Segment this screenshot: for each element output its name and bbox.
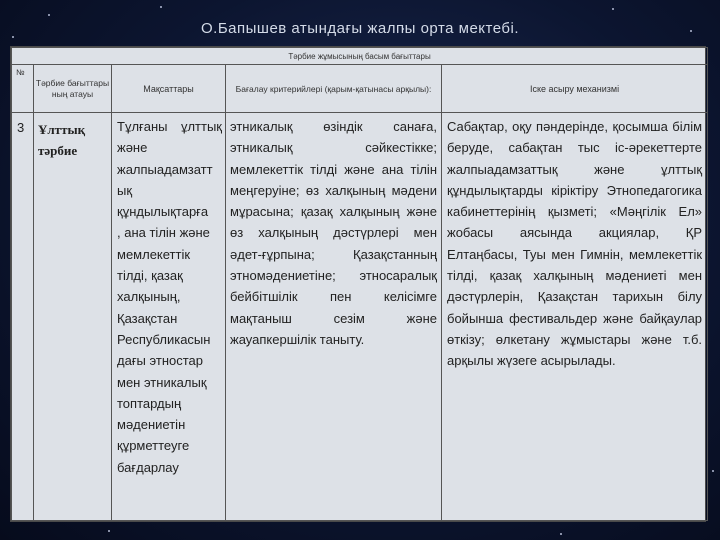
row-goals [112,113,226,521]
header-criteria: Бағалау критерийлері (қарым-қатынасы арқылы): [226,65,442,113]
goals-line: мен этникалық [117,374,207,390]
goals-line: халқының, [117,289,181,305]
header-goals: Мақсаттары [112,65,226,113]
goals-line: Тұлғаны ұлттық және [117,119,222,156]
priority-directions-table [10,46,706,522]
goals-line: ық [117,182,133,198]
goals-line: Республикасын [117,331,211,347]
row-number: 3 [12,113,34,521]
table-row [12,113,708,521]
goals-line: құрметтеуге [117,438,190,454]
goals-line: топтардың [117,395,182,411]
header-mechanism: Іске асыру механизмі [442,65,708,113]
goals-line: , ана тілін және [117,225,210,241]
row-criteria: этникалық өзіндік санаға, этникалық сәйкестікке; мемлекеттік тілді және ана тілін меңгеруіне; өз халқының мәдени мұрасына; қазақ халқының және өз халқының дәстүрлері мен әдет-ғұрпына; Қазақстанның этномәдениетіне; этносаралық бейбітшілік пен келісімге мақтаныш сезім және жауапкершілік таныту. [226,113,442,521]
goals-line: дағы этностар [117,353,203,369]
header-num: № [12,65,34,113]
header-direction: Тәрбие бағыттары ның атауы [34,65,112,113]
goals-line: мемлекеттік [117,246,191,262]
goals-line: жалпыадамзатт [117,161,213,177]
page-title: О.Бапышев атындағы жалпы орта мектебі. [200,20,520,37]
goals-line: бағдарлау [117,459,179,475]
goals-line: Қазақстан [117,310,178,326]
row-mechanism: Сабақтар, оқу пәндерінде, қосымша білім беруде, сабақтан тыс іс-әрекеттерте жалпыадамзаттық және ұлттық құндылықтарды кіріктіру Этнопедагогика кабинеттерінің қызметі; «Мәңгілік Ел» жобасы аясында акциялар, ҚР Елтаңбасы, Туы мен Гимнін, мемлекеттік тілді, қазақ халқының мәдениеті мен дәстүрлерін, Қазақстан тарихын білу бойынша фестивальдер және байқаулар өткізу; өлкетану жұмыстары және т.б. арқылы жүзеге асырылады. [442,113,708,521]
table-top-header: Тәрбие жұмысының басым бағыттары [12,48,708,65]
row-direction: Ұлттық тәрбие [34,113,112,521]
table-header-row [12,65,708,113]
goals-line: мәдениетін [117,417,186,433]
goals-line: тілді, қазақ [117,268,183,284]
goals-line: құндылықтарға [117,204,209,220]
